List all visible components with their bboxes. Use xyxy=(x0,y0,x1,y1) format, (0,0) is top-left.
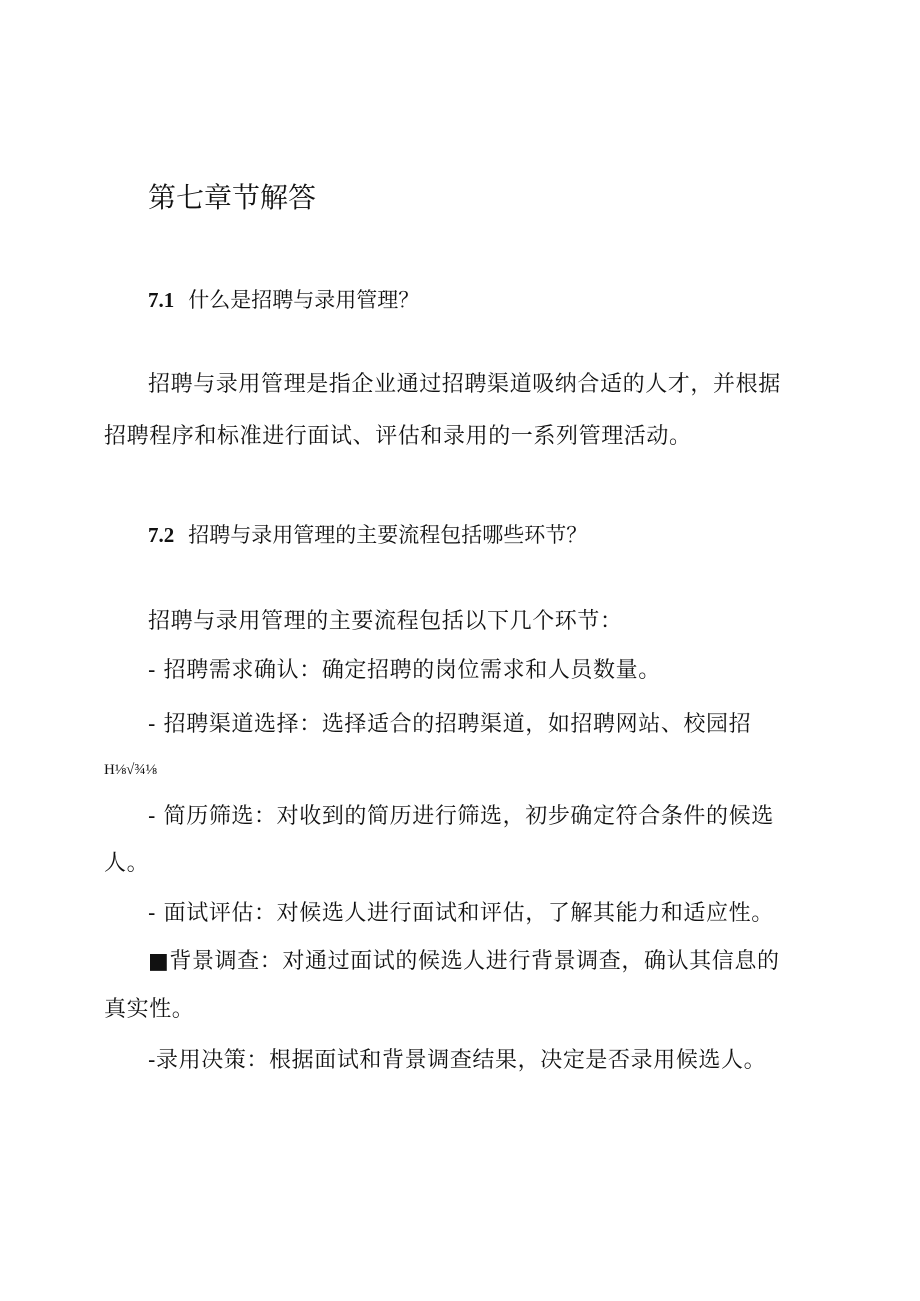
question-7-2-text: 招聘与录用管理的主要流程包括哪些环节？ xyxy=(188,523,588,547)
list-item-requirement-confirm: - 招聘需求确认：确定招聘的岗位需求和人员数量。 xyxy=(148,658,661,683)
list-item-channel-select: - 招聘渠道选择：选择适合的招聘渠道，如招聘网站、校园招 xyxy=(148,712,752,737)
list-item-background-check-continuation: 真实性。 xyxy=(104,997,195,1022)
question-7-2-number: 7.2 xyxy=(148,523,175,547)
list-item-hiring-decision: -录用决策：根据面试和背景调查结果，决定是否录用候选人。 xyxy=(148,1048,767,1073)
list-item-background-check: ■背景调查：对通过面试的候选人进行背景调查，确认其信息的 xyxy=(148,949,780,974)
list-item-interview-assessment: - 面试评估：对候选人进行面试和评估，了解其能力和适应性。 xyxy=(148,901,774,926)
question-7-1-heading xyxy=(148,285,419,315)
list-item-resume-screening-continuation: 人。 xyxy=(104,851,150,876)
page-title: 第七章节解答 xyxy=(148,181,317,214)
question-7-1-number: 7.1 xyxy=(148,288,175,312)
question-7-2-heading xyxy=(148,520,587,550)
answer-7-1-line-2: 招聘程序和标准进行面试、评估和录用的一系列管理活动。 xyxy=(104,424,692,449)
list-item-resume-screening: - 简历筛选：对收到的简历进行筛选，初步确定符合条件的候选 xyxy=(148,804,774,829)
answer-7-2-intro: 招聘与录用管理的主要流程包括以下几个环节： xyxy=(148,609,623,634)
answer-7-1-line-1: 招聘与录用管理是指企业通过招聘渠道吸纳合适的人才，并根据 xyxy=(148,372,781,397)
list-item-channel-select-garbled-continuation: H⅛√¾⅛ xyxy=(104,762,157,778)
question-7-1-text: 什么是招聘与录用管理？ xyxy=(188,288,420,312)
